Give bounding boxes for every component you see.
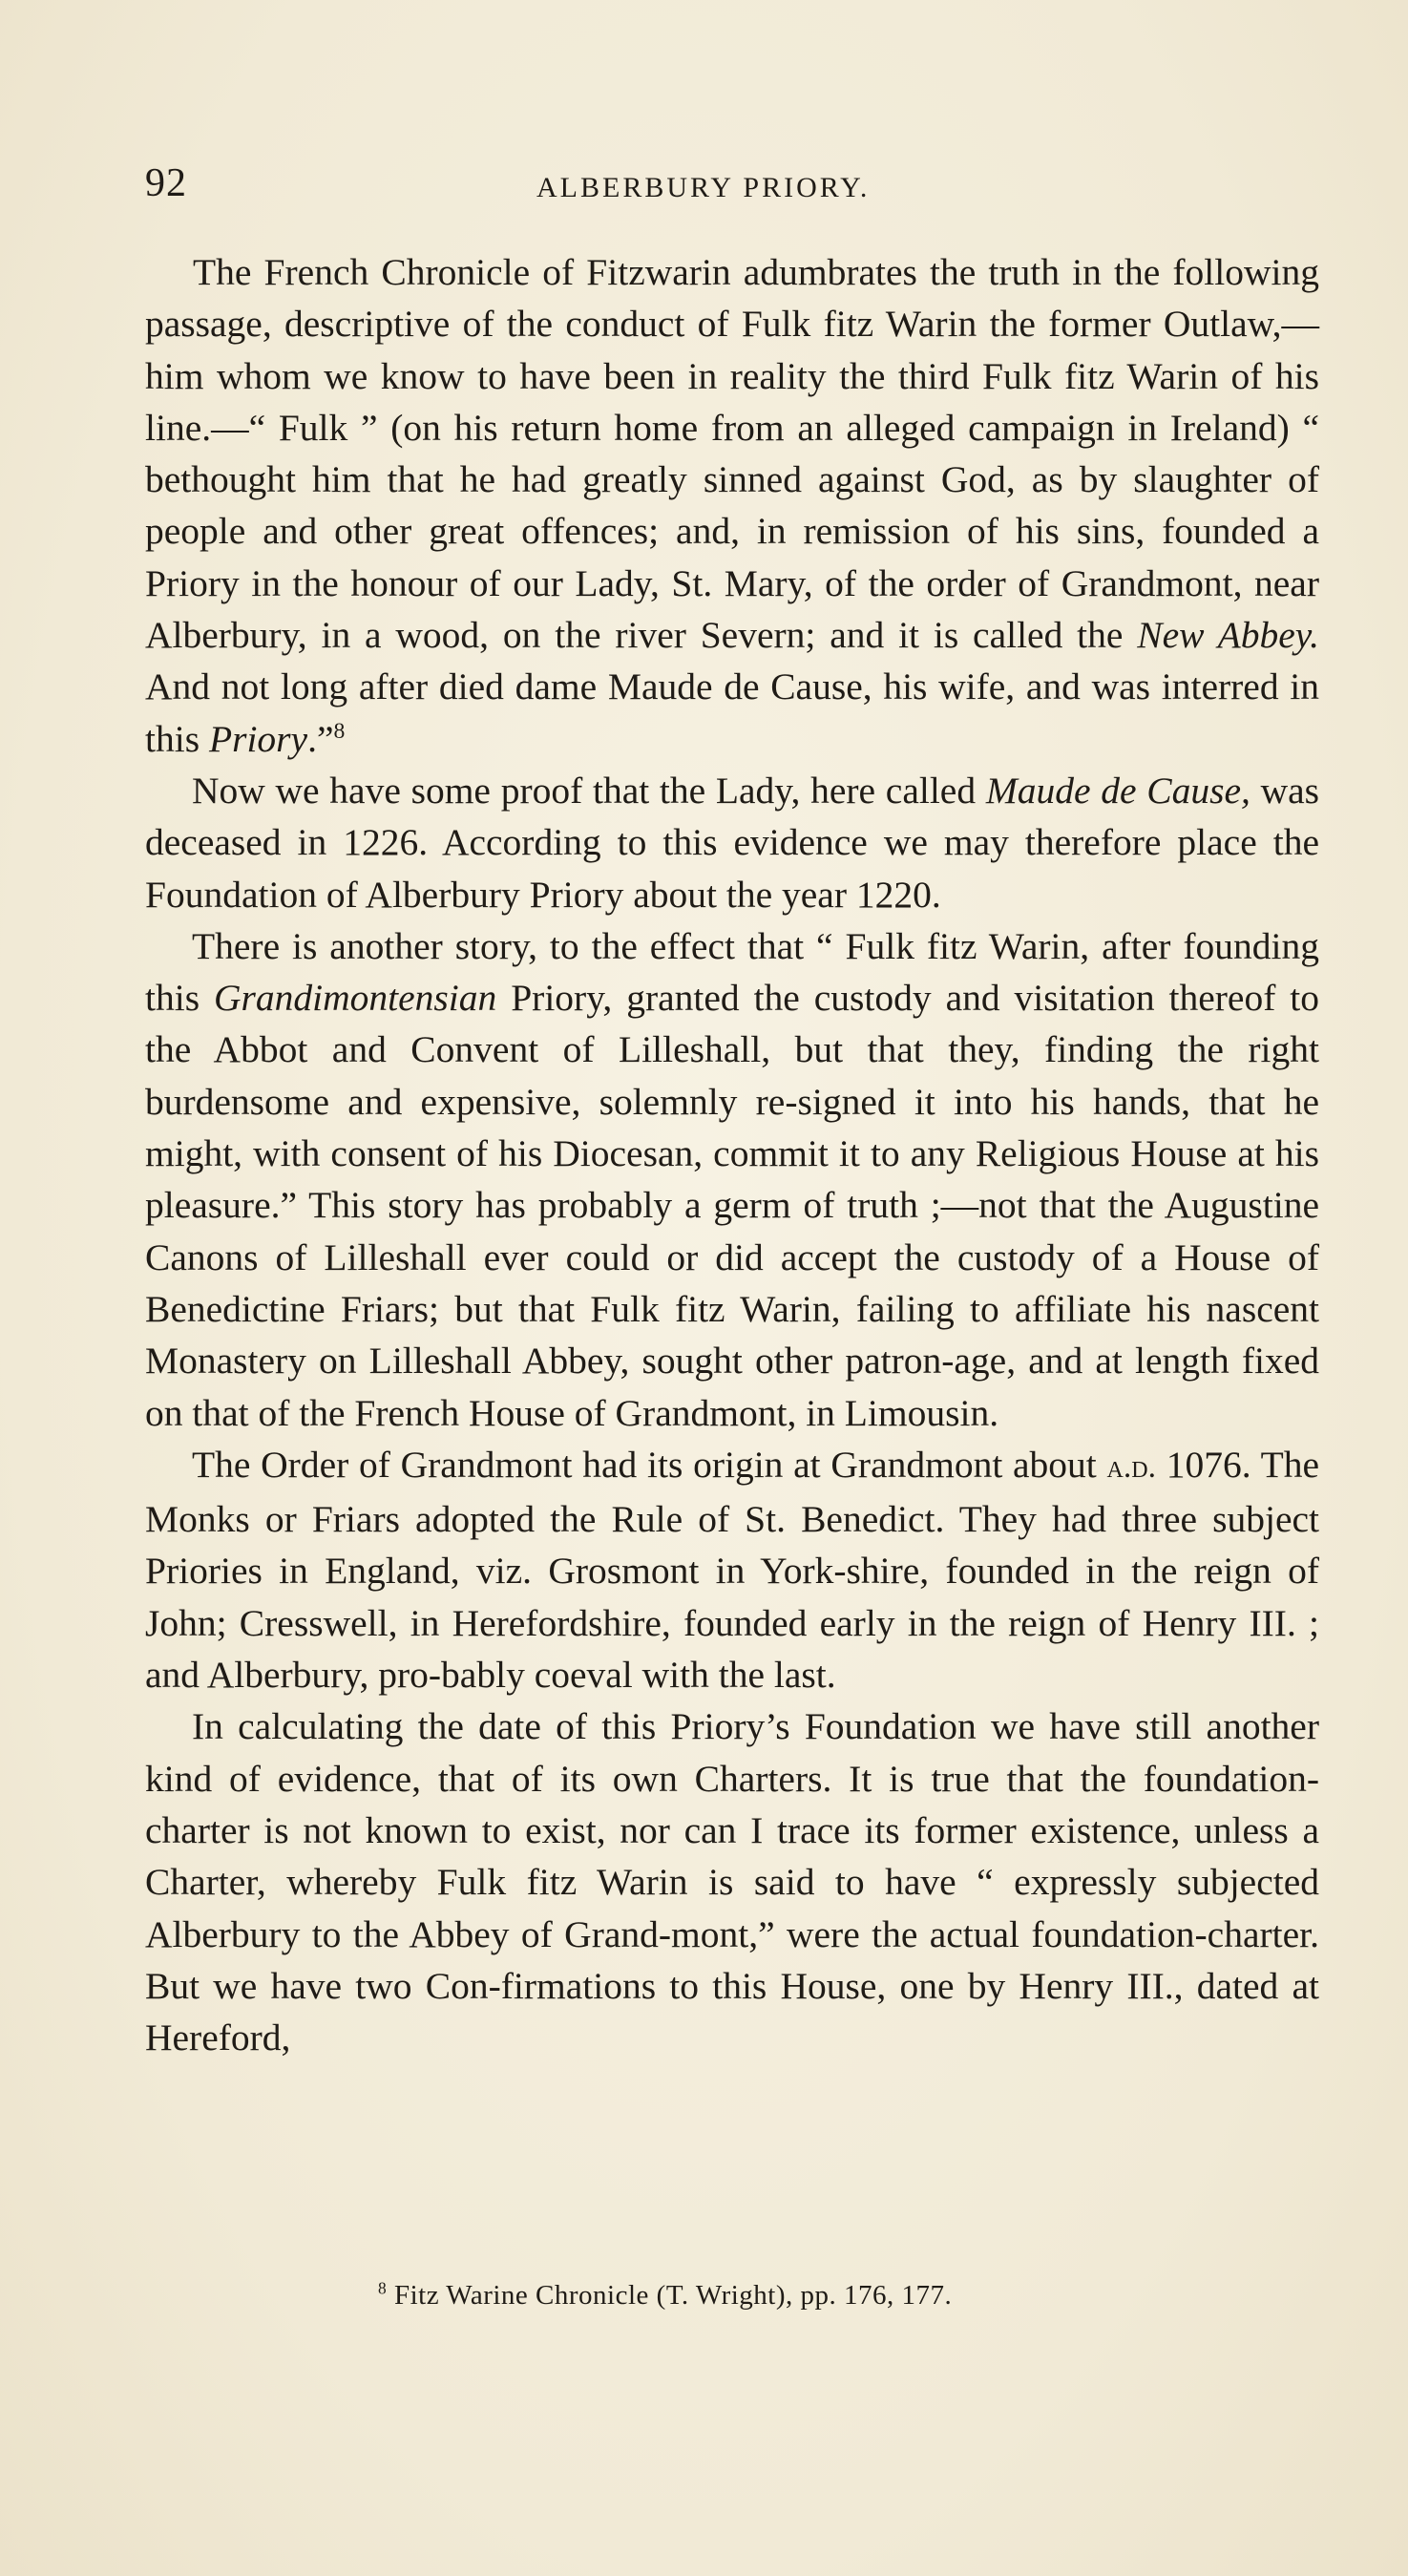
paragraph xyxy=(145,246,1319,765)
text-run: .” xyxy=(307,717,334,760)
text-run: Priory, granted the custody and visitation thereof to the Abbot and Convent of Lilleshall, but that they, finding the right burdensome and expensive, solemnly re-signed it into his hands, that he might, with consent of his Diocesan, commit it to any Religious House at his pleasure.” This story has probably a germ of truth ;—not that the Augustine Canons of Lilleshall ever could or did accept the custody of a House of Benedictine Friars; but that Fulk fitz Warin, failing to affiliate his nascent Monastery on Lilleshall Abbey, sought other patron-age, and at length fixed on that of the French House of Grandmont, in Limousin. xyxy=(145,977,1320,1434)
footnote xyxy=(378,2280,1237,2312)
paragraph xyxy=(145,1439,1319,1700)
running-head: ALBERBURY PRIORY. xyxy=(536,172,871,203)
text-run: 1076. The Monks or Friars adopted the Rule of St. Benedict. They had three subject Priories in England, viz. Grosmont in York-shire, founded in the reign of John; Cresswell, in Herefordshire, founded early in the reign of Henry III. ; and Alberbury, pro-bably coeval with the last. xyxy=(145,1443,1319,1697)
text-run: There is another story, to the effect that “ Fulk fitz Warin, after founding this xyxy=(145,924,1319,1020)
italic-text: Maude de Cause, xyxy=(985,769,1250,812)
text-run: And not long after died dame Maude de Cause, his wife, and was interred in this xyxy=(145,665,1319,760)
footnote-text: Fitz Warine Chronicle (T. Wright), pp. 176, 177. xyxy=(393,2280,953,2311)
paragraph xyxy=(145,920,1319,1439)
paragraph xyxy=(145,765,1319,920)
italic-text: New Abbey. xyxy=(1137,614,1319,657)
italic-text: Grandimontensian xyxy=(214,977,497,1020)
text-run: In calculating the date of this Priory’s Foundation we have still another kind of evidence, that of its own Charters. It is true that the foundation-charter is not known to exist, nor can I trace its former existence, unless a Charter, whereby Fulk fitz Warin is said to have “ expressly subjected Alberbury to the Abbey of Grand-mont,” were the actual foundation-charter. But we have two Con-firmations to this House, one by Henry III., dated at Hereford, xyxy=(145,1705,1319,2059)
small-caps-text: a.d. xyxy=(1106,1448,1156,1485)
footnote-marker: 8 xyxy=(378,2278,388,2298)
page-header xyxy=(145,160,1319,208)
body-text xyxy=(145,246,1319,2063)
footnote-reference: 8 xyxy=(333,718,346,744)
text-run: The Order of Grandmont had its origin at Grandmont about xyxy=(192,1443,1107,1486)
text-run: The French Chronicle of Fitzwarin adumbrates the truth in the following passage, descriptive of the conduct of Fulk fitz Warin the former Outlaw,—him whom we know to have been in reality the third Fulk fitz Warin of his line.—“ Fulk ” (on his return home from an alleged campaign in Ireland) “ bethought him that he had greatly sinned against God, as by slaughter of people and other great offences; and, in remission of his sins, founded a Priory in the honour of our Lady, St. Mary, of the order of Grandmont, near Alberbury, in a wood, on the river Severn; and it is called the xyxy=(145,251,1319,657)
text-run: was deceased in 1226. According to this evidence we may therefore place the Foundation of Alberbury Priory about the year 1220. xyxy=(145,769,1320,916)
italic-text: Priory xyxy=(208,717,308,760)
paragraph xyxy=(145,1700,1319,2063)
text-run: Now we have some proof that the Lady, here called xyxy=(192,769,986,812)
page-number: 92 xyxy=(145,161,187,205)
